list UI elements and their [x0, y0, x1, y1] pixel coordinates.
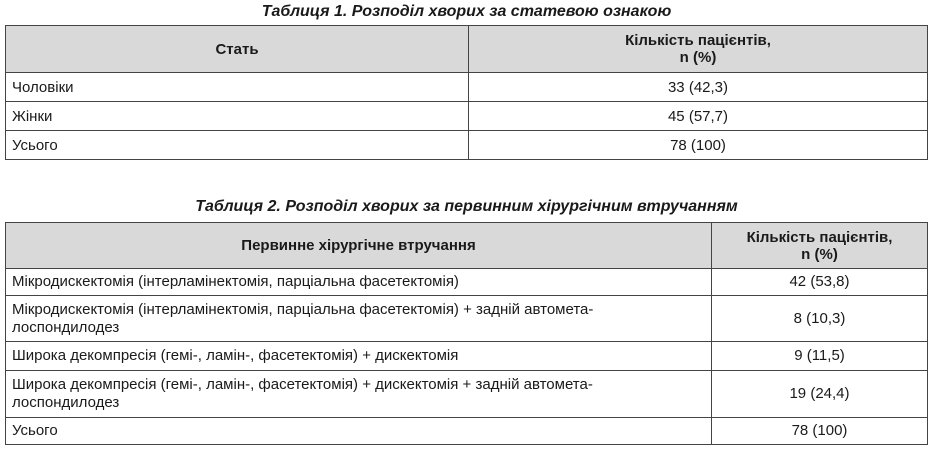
column-header-surgery: Первинне хірургічне втручання — [6, 223, 712, 269]
surgery-distribution-table — [5, 222, 928, 445]
row-value: 19 (24,4) — [712, 371, 928, 418]
row-value: 78 (100) — [712, 418, 928, 445]
row-value: 33 (42,3) — [469, 73, 928, 102]
table2-caption: Таблиця 2. Розподіл хворих за первинним хірургічним втручанням — [195, 198, 738, 215]
sex-distribution-table — [5, 25, 928, 160]
table-row — [6, 102, 928, 131]
table-row — [6, 371, 928, 418]
table-row-total — [6, 418, 928, 445]
row-label: Чоловіки — [6, 73, 469, 102]
table-header-row — [6, 26, 928, 73]
column-header-patient-count: Кількість пацієнтів, n (%) — [469, 26, 928, 73]
table-header-row — [6, 223, 928, 269]
table1-caption: Таблиця 1. Розподіл хворих за статевою ознакою — [261, 3, 672, 20]
table-row — [6, 342, 928, 371]
row-value: 42 (53,8) — [712, 269, 928, 296]
row-value: 9 (11,5) — [712, 342, 928, 371]
column-header-sex: Стать — [6, 26, 469, 73]
row-label: Жінки — [6, 102, 469, 131]
row-label: Усього — [6, 418, 712, 445]
row-label: Усього — [6, 131, 469, 160]
table-row — [6, 73, 928, 102]
table-row — [6, 269, 928, 296]
row-value: 8 (10,3) — [712, 296, 928, 342]
column-header-patient-count: Кількість пацієнтів, n (%) — [712, 223, 928, 269]
row-label: Мікродискектомія (інтерламінектомія, парціальна фасетектомія) + задній автомета- лоспондилодез — [6, 296, 712, 342]
row-label: Широка декомпресія (гемі-, ламін-, фасетектомія) + дискектомія + задній автомета- лоспондилодез — [6, 371, 712, 418]
table-row — [6, 296, 928, 342]
table-row-total — [6, 131, 928, 160]
row-value: 45 (57,7) — [469, 102, 928, 131]
row-label: Мікродискектомія (інтерламінектомія, парціальна фасетектомія) — [6, 269, 712, 296]
row-value: 78 (100) — [469, 131, 928, 160]
row-label: Широка декомпресія (гемі-, ламін-, фасетектомія) + дискектомія — [6, 342, 712, 371]
